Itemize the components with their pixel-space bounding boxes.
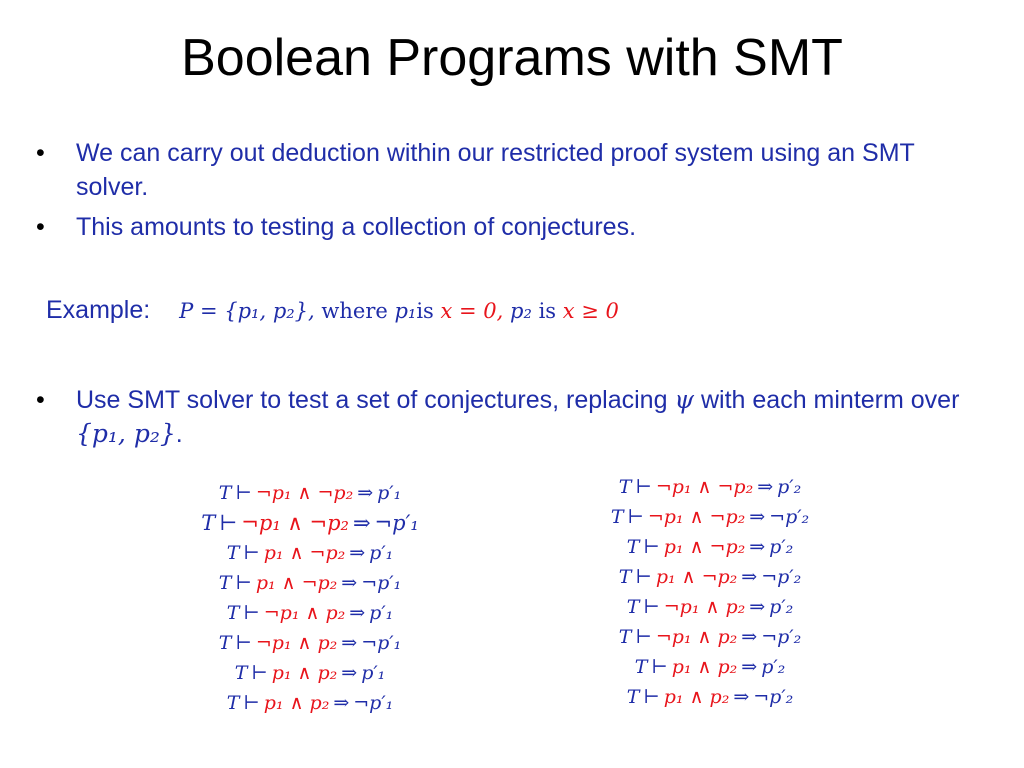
antecedent: ¬p₁ ∧ ¬p₂ (647, 506, 746, 528)
implies-symbol: ⇒ (357, 482, 374, 504)
conjecture-row (575, 682, 845, 712)
consequent: ¬p′₁ (361, 572, 402, 594)
conjecture-row (160, 508, 460, 538)
antecedent: p₁ ∧ ¬p₂ (263, 542, 346, 564)
theory-symbol: T (610, 506, 624, 528)
turnstile-symbol: ⊢ (251, 662, 268, 684)
consequent: p′₁ (369, 542, 394, 564)
turnstile-symbol: ⊢ (243, 542, 260, 564)
where-text: where (314, 299, 395, 323)
minterm-set: {p₁, p₂} (76, 419, 176, 448)
theory-symbol: T (618, 566, 632, 588)
implies-symbol: ⇒ (749, 506, 766, 528)
bullet-text-pre: Use SMT solver to test a set of conjectures, replacing (76, 386, 675, 414)
bullet-conjectures (36, 210, 976, 244)
conjecture-row (575, 622, 845, 652)
implies-symbol: ⇒ (333, 692, 350, 714)
turnstile-symbol: ⊢ (643, 686, 660, 708)
antecedent: p₁ ∧ p₂ (263, 692, 330, 714)
implies-symbol: ⇒ (749, 596, 766, 618)
theory-symbol: T (634, 656, 648, 678)
theory-symbol: T (218, 632, 232, 654)
bullet-text: This amounts to testing a collection of conjectures. (76, 213, 637, 241)
antecedent: p₁ ∧ p₂ (671, 656, 738, 678)
conjecture-row (575, 562, 845, 592)
antecedent: p₁ ∧ ¬p₂ (255, 572, 338, 594)
example-formula (179, 299, 619, 323)
turnstile-symbol: ⊢ (219, 511, 238, 535)
theory-symbol: T (234, 662, 248, 684)
p1-definition: x = 0, (440, 299, 504, 323)
p2-definition: x ≥ 0 (562, 299, 619, 323)
conjectures-right-list (575, 472, 845, 712)
bullet-text-end: . (175, 420, 183, 448)
consequent: ¬p′₂ (753, 686, 794, 708)
consequent: ¬p′₁ (361, 632, 402, 654)
implies-symbol: ⇒ (733, 686, 750, 708)
theory-symbol: T (201, 511, 216, 535)
conjecture-row (160, 538, 460, 568)
conjecture-row (160, 478, 460, 508)
implies-symbol: ⇒ (741, 566, 758, 588)
turnstile-symbol: ⊢ (243, 602, 260, 624)
consequent: p′₂ (777, 476, 802, 498)
p2-symbol: p₂ (503, 299, 532, 323)
antecedent: ¬p₁ ∧ ¬p₂ (255, 482, 354, 504)
bullet-text-mid: with each minterm over (694, 386, 960, 414)
bullet-dot: • (36, 213, 45, 241)
bullet-text: We can carry out deduction within our restricted proof system using an SMT solver. (76, 139, 915, 201)
consequent: ¬p′₁ (374, 511, 419, 535)
theory-symbol: T (626, 596, 640, 618)
p1-symbol: p₁ (394, 299, 417, 323)
turnstile-symbol: ⊢ (235, 632, 252, 654)
consequent: p′₂ (769, 536, 794, 558)
antecedent: p₁ ∧ p₂ (663, 686, 730, 708)
theory-symbol: T (626, 536, 640, 558)
turnstile-symbol: ⊢ (235, 572, 252, 594)
consequent: ¬p′₁ (353, 692, 394, 714)
conjecture-row (575, 532, 845, 562)
consequent: p′₁ (361, 662, 386, 684)
conjecture-row (575, 472, 845, 502)
consequent: p′₁ (377, 482, 402, 504)
turnstile-symbol: ⊢ (627, 506, 644, 528)
antecedent: ¬p₁ ∧ p₂ (255, 632, 338, 654)
antecedent: p₁ ∧ ¬p₂ (655, 566, 738, 588)
conjecture-row (160, 628, 460, 658)
conjecture-row (575, 502, 845, 532)
turnstile-symbol: ⊢ (635, 626, 652, 648)
is-text-2: is (531, 299, 563, 323)
turnstile-symbol: ⊢ (651, 656, 668, 678)
implies-symbol: ⇒ (352, 511, 371, 535)
psi-symbol: ψ (674, 385, 695, 414)
implies-symbol: ⇒ (749, 536, 766, 558)
implies-symbol: ⇒ (757, 476, 774, 498)
consequent: p′₂ (769, 596, 794, 618)
turnstile-symbol: ⊢ (243, 692, 260, 714)
theory-symbol: T (218, 482, 232, 504)
antecedent: p₁ ∧ p₂ (271, 662, 338, 684)
turnstile-symbol: ⊢ (643, 596, 660, 618)
antecedent: ¬p₁ ∧ p₂ (263, 602, 346, 624)
conjecture-row (160, 598, 460, 628)
implies-symbol: ⇒ (741, 626, 758, 648)
antecedent: ¬p₁ ∧ ¬p₂ (655, 476, 754, 498)
bullet-dot: • (36, 386, 45, 414)
implies-symbol: ⇒ (349, 602, 366, 624)
theory-symbol: T (226, 692, 240, 714)
conjectures-left-list (160, 478, 460, 718)
implies-symbol: ⇒ (349, 542, 366, 564)
implies-symbol: ⇒ (341, 662, 358, 684)
bullet-text (36, 383, 976, 451)
theory-symbol: T (626, 686, 640, 708)
turnstile-symbol: ⊢ (635, 476, 652, 498)
bullet-deduction (36, 136, 976, 204)
example-line (46, 296, 619, 325)
conjecture-row (575, 652, 845, 682)
antecedent: ¬p₁ ∧ ¬p₂ (241, 511, 349, 535)
turnstile-symbol: ⊢ (635, 566, 652, 588)
conjecture-row (160, 568, 460, 598)
implies-symbol: ⇒ (341, 632, 358, 654)
bullet-minterm (36, 383, 976, 451)
turnstile-symbol: ⊢ (235, 482, 252, 504)
consequent: p′₂ (761, 656, 786, 678)
turnstile-symbol: ⊢ (643, 536, 660, 558)
example-label: Example: (46, 296, 151, 324)
theory-symbol: T (618, 626, 632, 648)
theory-symbol: T (218, 572, 232, 594)
theory-symbol: T (226, 602, 240, 624)
theory-symbol: T (226, 542, 240, 564)
antecedent: ¬p₁ ∧ p₂ (655, 626, 738, 648)
conjecture-row (160, 658, 460, 688)
consequent: ¬p′₂ (761, 566, 802, 588)
slide-title: Boolean Programs with SMT (181, 29, 843, 87)
antecedent: p₁ ∧ ¬p₂ (663, 536, 746, 558)
conjecture-row (575, 592, 845, 622)
implies-symbol: ⇒ (341, 572, 358, 594)
bullet-dot: • (36, 139, 45, 167)
is-text-1: is (416, 299, 441, 323)
consequent: p′₁ (369, 602, 394, 624)
theory-symbol: T (618, 476, 632, 498)
consequent: ¬p′₂ (769, 506, 810, 528)
consequent: ¬p′₂ (761, 626, 802, 648)
antecedent: ¬p₁ ∧ p₂ (663, 596, 746, 618)
implies-symbol: ⇒ (741, 656, 758, 678)
conjecture-row (160, 688, 460, 718)
predicate-set: P = {p₁, p₂}, (179, 299, 315, 323)
